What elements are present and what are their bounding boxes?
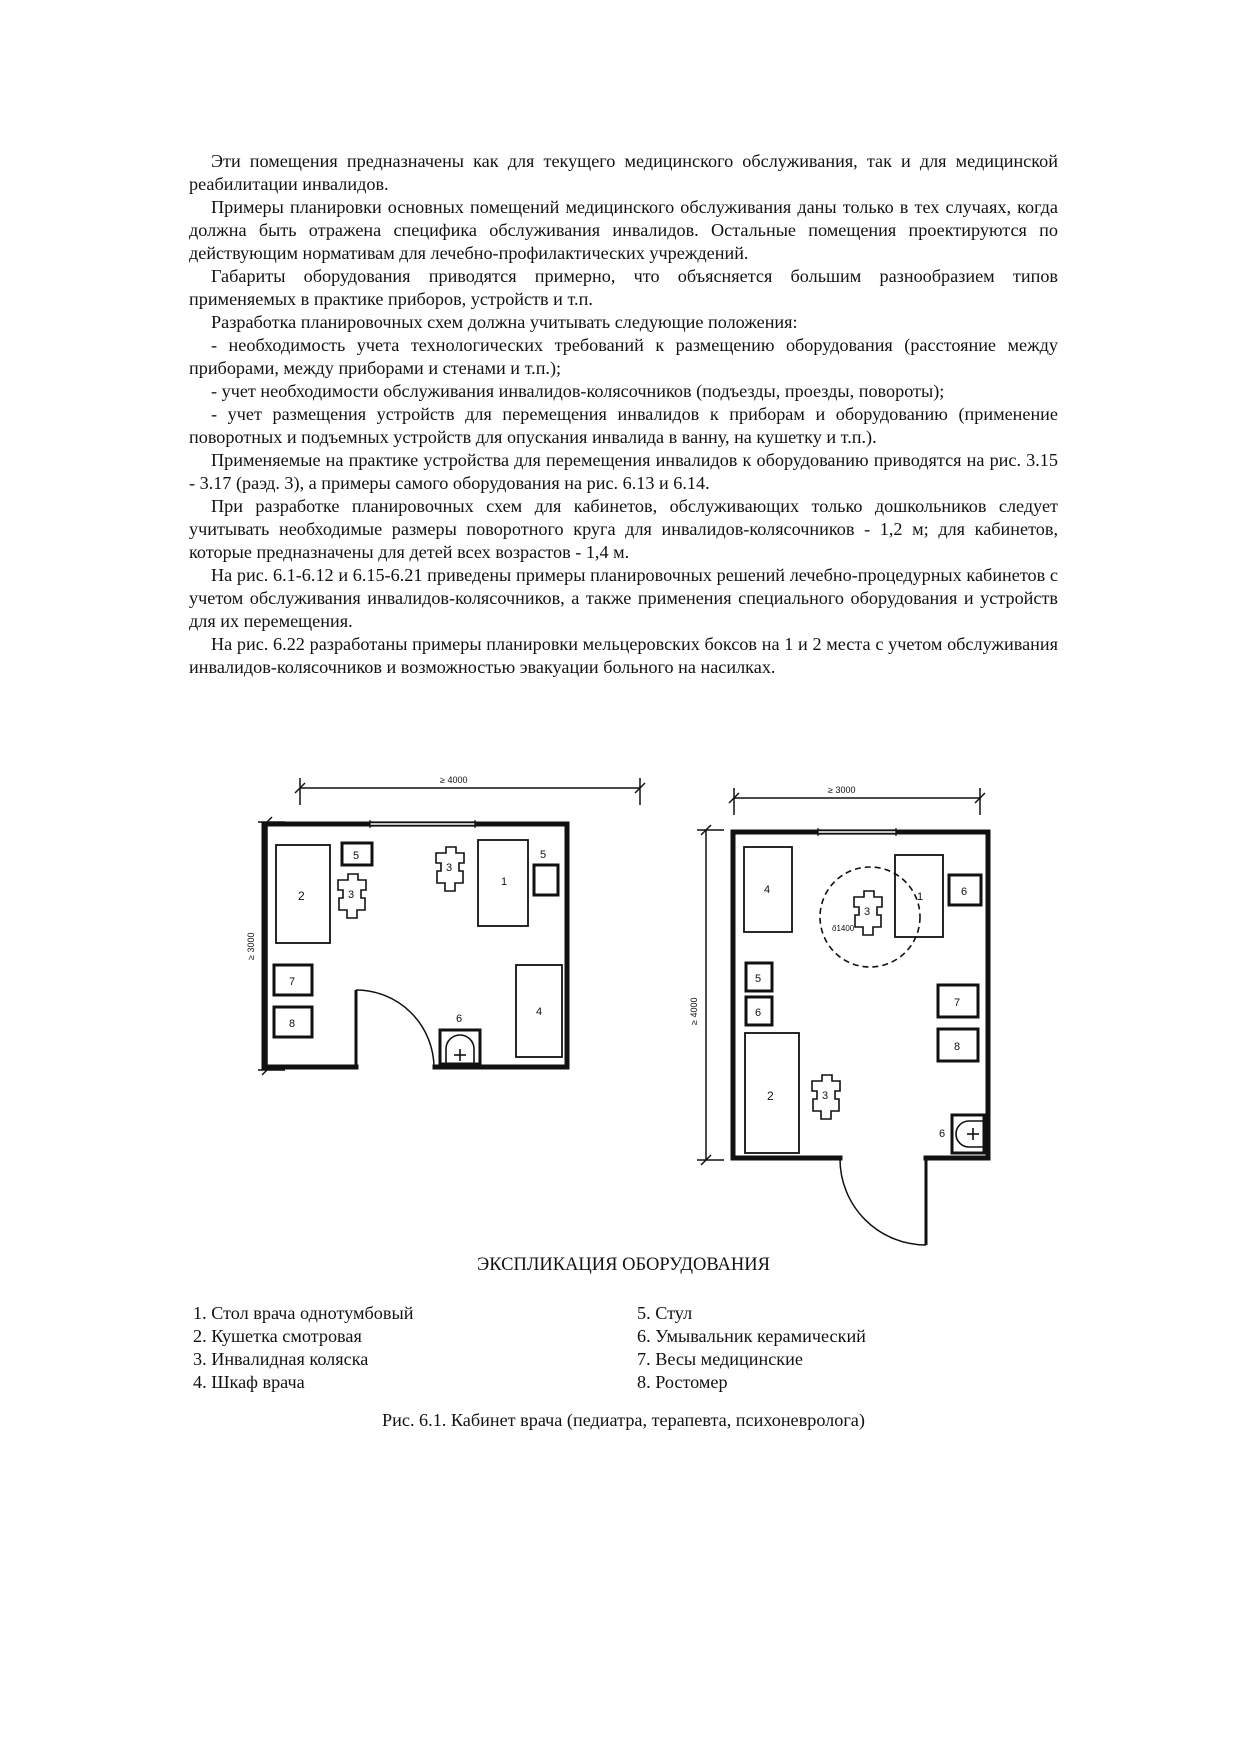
figure-caption: Рис. 6.1. Кабинет врача (педиатра, терапевта, психоневролога) (382, 1410, 865, 1430)
door-left (356, 990, 434, 1068)
label-desk-left: 1 (501, 876, 508, 888)
legend-item: 2. Кушетка смотровая (193, 1326, 362, 1346)
label-wheelchair-right-2: 3 (822, 1090, 829, 1102)
label-sink-left: 6 (456, 1013, 463, 1025)
label-desk-right: 1 (917, 891, 924, 903)
walls-left (264, 824, 567, 1067)
paragraph: При разработке планировочных схем для кабинетов, обслуживающих только дошкольников следует учитывать необходимые размеры поворотного круга для инвалидов-колясочников - 1,2 м; для кабинетов, которые предназначены для детей всех возрастов - 1,4 м. (189, 496, 1058, 562)
floor-plan-figure (240, 765, 1010, 1250)
body-text (189, 150, 1058, 679)
label-sink-right-2: 6 (755, 1007, 762, 1019)
legend-item: 8. Ростомер (637, 1372, 728, 1392)
legend-item: 5. Стул (637, 1303, 693, 1323)
paragraph: - необходимость учета технологических требований к размещению оборудования (расстояние между приборами, между приборами и стенами и т.п.); (189, 335, 1058, 378)
label-wheelchair-right-1: 3 (864, 906, 871, 918)
label-sink-right-1: 6 (961, 886, 968, 898)
label-turning-circle: ő1400 (832, 924, 855, 933)
label-couch-left: 2 (298, 889, 305, 903)
paragraph: Эти помещения предназначены как для текущего медицинского обслуживания, так и для медицинской реабилитации инвалидов. (189, 151, 1058, 194)
chair-left-2 (534, 865, 558, 895)
legend-item: 7. Весы медицинские (637, 1349, 803, 1369)
label-scales-left: 7 (289, 976, 296, 988)
label-chair-left-1: 5 (353, 850, 360, 862)
plan-right (689, 785, 988, 1245)
label-scales-right: 7 (954, 997, 961, 1009)
door-right (840, 1158, 926, 1245)
dim-width-label-right: ≥ 3000 (828, 785, 856, 795)
label-sink-right-3: 6 (939, 1128, 946, 1140)
label-height-meter-right: 8 (954, 1041, 961, 1053)
label-height-meter-left: 8 (289, 1018, 296, 1030)
paragraph: На рис. 6.22 разработаны примеры планировки мельцеровских боксов на 1 и 2 места с учетом обслуживания инвалидов-колясочников и возможностью эвакуации больного на насилках. (189, 634, 1058, 677)
paragraph: Габариты оборудования приводятся примерно, что объясняется большим разнообразием типов применяемых в практике приборов, устройств и т.п. (189, 266, 1058, 309)
paragraph: - учет размещения устройств для перемещения инвалидов к приборам и оборудованию (применение поворотных и подъемных устройств для опускания инвалида в ванну, на кушетку и т.п.). (189, 404, 1058, 447)
dimension-height-right (697, 825, 724, 1165)
dim-width-label-left: ≥ 4000 (440, 775, 468, 785)
plan-left (246, 775, 645, 1075)
label-cabinet-right: 4 (764, 884, 771, 896)
paragraph: Разработка планировочных схем должна учитывать следующие положения: (211, 312, 798, 332)
paragraph: - учет необходимости обслуживания инвалидов-колясочников (подъезды, проезды, повороты); (211, 381, 945, 401)
label-chair-right: 5 (755, 973, 762, 985)
sink-right-3 (952, 1115, 984, 1153)
label-wheelchair-left-1: 3 (348, 889, 355, 901)
legend-item: 6. Умывальник керамический (637, 1326, 866, 1346)
label-wheelchair-left-2: 3 (446, 862, 453, 874)
label-cabinet-left: 4 (536, 1006, 543, 1018)
legend-item: 1. Стол врача однотумбовый (193, 1303, 414, 1323)
paragraph: Применяемые на практике устройства для перемещения инвалидов к оборудованию приводятся на рис. 3.15 - 3.17 (раэд. 3), а примеры самого оборудования на рис. 6.13 и 6.14. (189, 450, 1058, 493)
paragraph: На рис. 6.1-6.12 и 6.15-6.21 приведены примеры планировочных решений лечебно-процедурных кабинетов с учетом обслуживания инвалидов-колясочников, а также применения специального оборудования и устройств для их перемещения. (189, 565, 1058, 631)
dim-height-label-left: ≥ 3000 (246, 932, 256, 960)
legend-item: 3. Инвалидная коляска (193, 1349, 369, 1369)
label-chair-left-2: 5 (540, 849, 547, 861)
dimension-width-left (295, 778, 645, 805)
legend-right (637, 1302, 866, 1394)
legend-item: 4. Шкаф врача (193, 1372, 305, 1392)
dim-height-label-right: ≥ 4000 (689, 997, 699, 1025)
explication-title: ЭКСПЛИКАЦИЯ ОБОРУДОВАНИЯ (477, 1255, 770, 1275)
sink-left (440, 1030, 480, 1064)
paragraph: Примеры планировки основных помещений медицинского обслуживания даны только в тех случаях, когда должна быть отражена специфика обслуживания инвалидов. Остальные помещения проектируются по действующим нормативам для лечебно-профилактических учреждений. (189, 197, 1058, 263)
legend-left (193, 1302, 413, 1394)
dimension-width-right (729, 788, 985, 815)
label-couch-right: 2 (767, 1089, 774, 1103)
